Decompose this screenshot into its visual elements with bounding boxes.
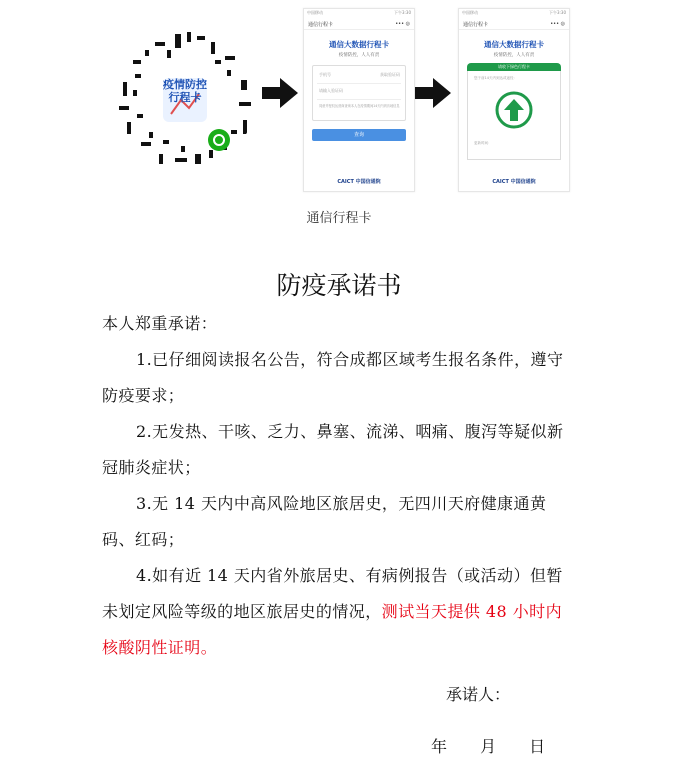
query-button: 查询 — [312, 129, 406, 141]
more-icon: ••• ◎ — [395, 21, 410, 27]
phone-screenshot-login — [303, 8, 415, 192]
divider — [317, 83, 401, 84]
pledge-item-3: 3.无 14 天内中高风险地区旅居史，无四川天府健康通黄码、红码； — [102, 494, 547, 549]
app-title: 通信大数据行程卡 — [329, 40, 389, 49]
qr-label-line1: 疫情防控 — [163, 78, 207, 91]
phone-screenshot-green-card — [458, 8, 570, 192]
app-slogan: 疫情防控，人人有责 — [493, 53, 535, 58]
topbar-title: 通信行程卡 — [463, 21, 489, 28]
travel-card-figure — [0, 0, 678, 210]
top-bar — [459, 19, 569, 30]
pledge-item-4-text: 4.如有近 14 天内省外旅居史、有病例报告（或活动）但暂未划定风险等级的地区旅居史的情况， — [102, 566, 563, 621]
date-label: 年 月 日 — [431, 737, 546, 756]
carrier-label: 中国移动 — [462, 10, 478, 15]
topbar-title: 通信行程卡 — [308, 21, 334, 28]
app-title: 通信大数据行程卡 — [484, 40, 544, 49]
pledge-item-2: 2.无发热、干咳、乏力、鼻塞、流涕、咽痛、腹泻等疑似新冠肺炎症状； — [102, 422, 564, 477]
pledge-item-4-highlight: 测试当天提供 48 小时内核酸阴性证明。 — [102, 602, 563, 657]
qr-code-icon — [115, 30, 255, 170]
code-input-placeholder: 请输入验证码 — [319, 88, 343, 93]
signature-label: 承诺人： — [446, 685, 511, 704]
more-icon: ••• ◎ — [550, 21, 565, 27]
app-slogan: 疫情防控，人人有责 — [338, 53, 380, 58]
card-line1: 您于前14天内到达或途经： — [474, 76, 517, 80]
intro-text: 本人郑重承诺： — [102, 314, 218, 333]
qr-label — [161, 78, 209, 104]
green-card-header: 请收下绿色行程卡 — [467, 63, 561, 71]
card-line2: 更新时间： — [474, 141, 492, 145]
top-bar — [304, 19, 414, 30]
phone-input-placeholder: 手机号 — [319, 72, 331, 77]
page-title: 防疫承诺书 — [276, 271, 402, 300]
green-card — [467, 71, 561, 160]
brand-logo: CAICT 中国信通院 — [492, 179, 536, 185]
get-code-button: 获取验证码 — [380, 72, 400, 77]
arrow-up-icon — [495, 91, 533, 129]
carrier-label: 中国移动 — [307, 10, 323, 15]
status-bar — [459, 9, 569, 19]
status-bar — [304, 9, 414, 19]
pledge-item-4 — [102, 558, 578, 666]
pledge-body — [102, 306, 578, 666]
time-label: 下午3:30 — [394, 10, 411, 15]
pledge-item-1: 1.已仔细阅读报名公告，符合成都区域考生报名条件，遵守防疫要求； — [102, 350, 564, 405]
brand-logo: CAICT 中国信通院 — [337, 179, 381, 185]
divider — [317, 99, 401, 100]
arrow-right-icon — [415, 78, 451, 108]
login-form — [312, 65, 406, 121]
qr-label-line2: 行程卡 — [168, 91, 202, 104]
arrow-right-icon — [262, 78, 298, 108]
agree-text: 同意并授权运营商查询本人在疫情期间14天内到访地信息 — [319, 104, 400, 108]
figure-caption: 通信行程卡 — [306, 211, 372, 226]
time-label: 下午3:30 — [549, 10, 566, 15]
